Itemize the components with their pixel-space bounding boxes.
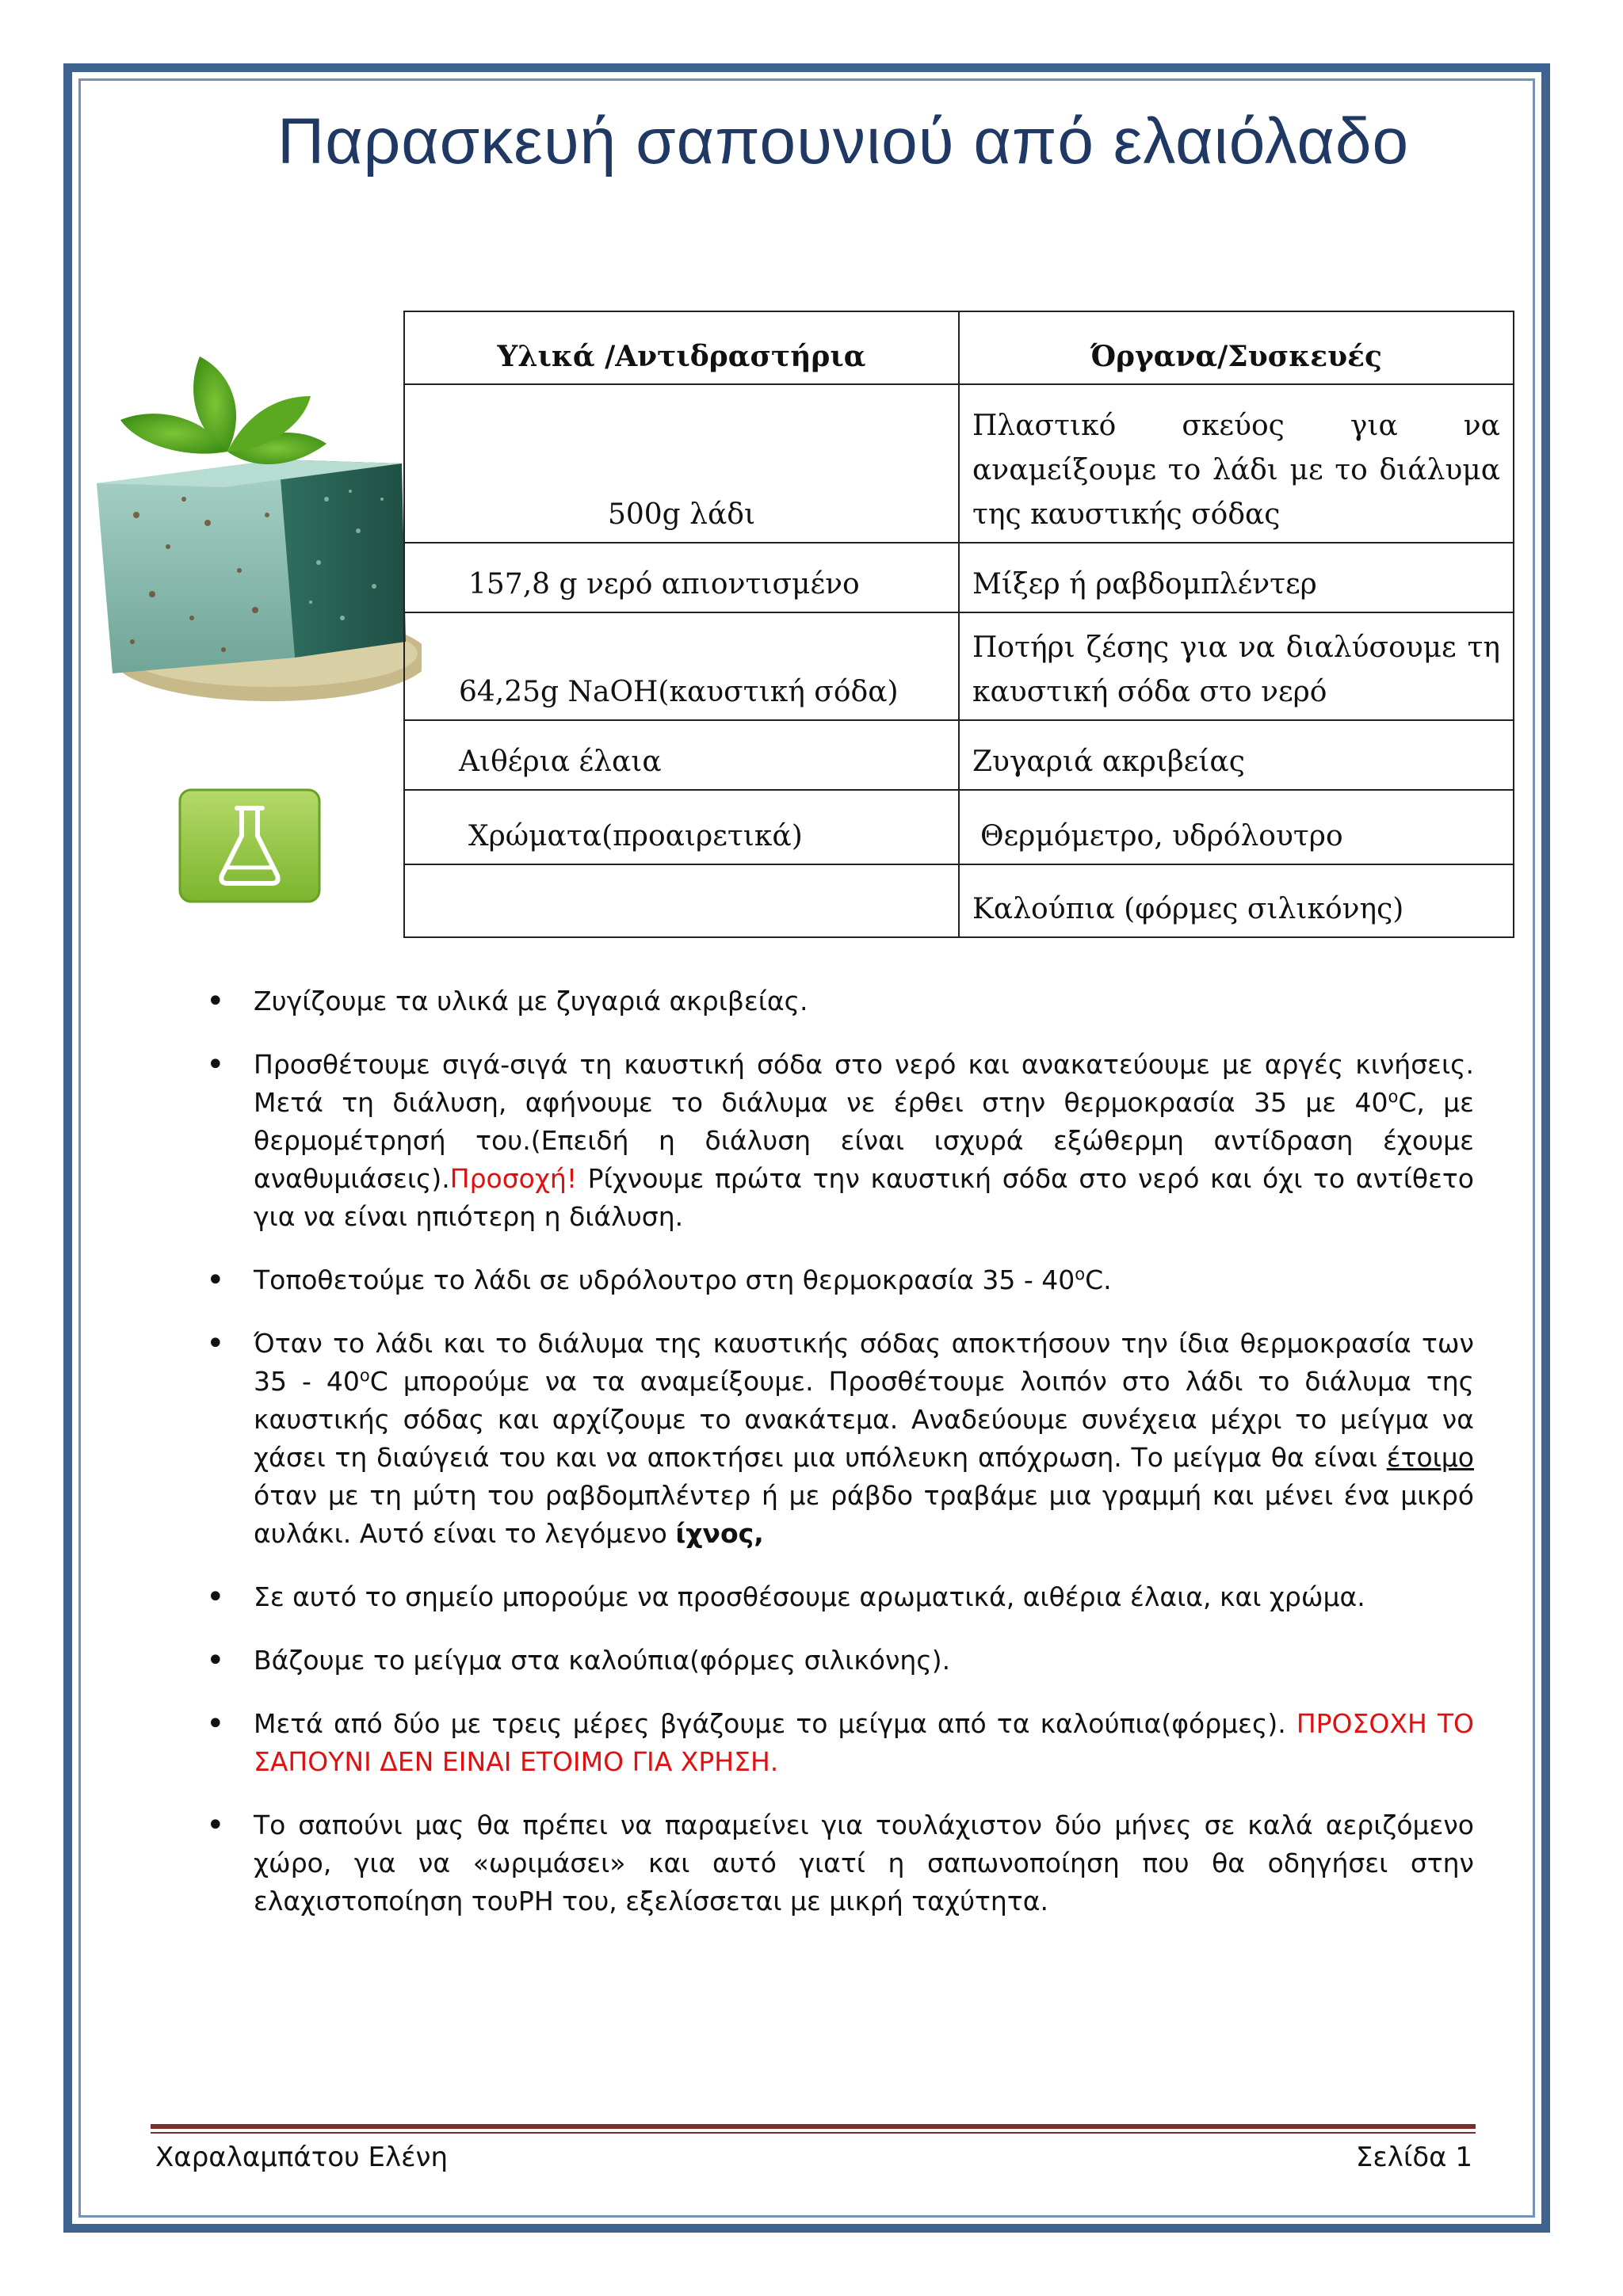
list-item: [214, 1705, 1474, 1781]
equipment-cell: Θερμόμετρο, υδρόλουτρο: [959, 790, 1514, 864]
table-row: [404, 384, 1514, 543]
equipment-cell: Ποτήρι ζέσης για να διαλύσουμε τη καυστική σόδα στο νερό: [959, 612, 1514, 720]
table-header-equipment: Όργανα/Συσκευές: [959, 311, 1514, 384]
table-row: [404, 720, 1514, 790]
underlined-word: έτοιμο: [1386, 1442, 1474, 1473]
footer-author: Χαραλαμπάτου Ελένη: [155, 2142, 449, 2173]
soap-image: [89, 341, 422, 713]
step-text: Όταν το λάδι και το διάλυμα της καυστικής σόδας αποκτήσουν την ίδια θερμοκρασία των 35 - 40: [254, 1328, 1474, 1397]
procedure-steps: [214, 982, 1474, 1946]
materials-cell: 64,25g NaOH(καυστική σόδα): [404, 612, 959, 720]
step-text: Τοποθετούμε το λάδι σε υδρόλουτρο στη θερμοκρασία 35 - 40: [254, 1264, 1075, 1295]
step-text: Βάζουμε το μείγμα στα καλούπια(φόρμες σιλικόνης).: [254, 1645, 951, 1676]
table-row: [404, 612, 1514, 720]
table-row: [404, 790, 1514, 864]
step-text: Μετά από δύο με τρεις μέρες βγάζουμε το μείγμα από τα καλούπια(φόρμες).: [254, 1708, 1296, 1739]
list-item: [214, 1325, 1474, 1553]
step-text: Προσθέτουμε σιγά-σιγά τη καυστική σόδα στο νερό και ανακατεύουμε με αργές κινήσεις. Μετά τη διάλυση, αφήνουμε το διάλυμα νε έρθει στην θερμοκρασία 35 με 40: [254, 1049, 1474, 1118]
step-text: Ρίχνουμε πρώτα την καυστική σόδα στο νερό και όχι το αντίθετο για να είναι ηπιότερη η διάλυση.: [254, 1163, 1474, 1232]
step-text: Το σαπούνι μας θα πρέπει να παραμείνει για τουλάχιστον δύο μήνες σε καλά αεριζόμενο χώρο, για να «ωριμάσει» και αυτό γιατί η σαπωνοποίηση που θα οδηγήσει στην ελαχιστοποίηση τουPH του, εξελίσσεται με μικρή ταχύτητα.: [254, 1810, 1474, 1917]
table-row: [404, 543, 1514, 612]
materials-cell: 500g λάδι: [404, 384, 959, 543]
table-row: [404, 864, 1514, 937]
materials-table: [403, 311, 1514, 938]
step-text: C, με θερμομέτρησή του.(Επειδή η διάλυση είναι ισχυρά εξώθερμη αντίδραση έχουμε αναθυμιάσεις).: [254, 1087, 1474, 1194]
warning-text: Προσοχή!: [449, 1163, 578, 1194]
equipment-cell: Μίξερ ή ραβδομπλέντερ: [959, 543, 1514, 612]
footer-page-number: Σελίδα 1: [1355, 2142, 1472, 2173]
list-item: [214, 1806, 1474, 1920]
equipment-cell: Πλαστικό σκεύος για να αναμείξουμε το λάδι με το διάλυμα της καυστικής σόδας: [959, 384, 1514, 543]
degree-superscript: ο: [1388, 1087, 1399, 1106]
footer-rule: [151, 2124, 1476, 2129]
materials-cell: [404, 864, 959, 937]
materials-cell: 157,8 g νερό απιοντισμένο: [404, 543, 959, 612]
footer-rule-thin: [151, 2132, 1476, 2134]
flask-icon: [178, 788, 321, 903]
list-item: [214, 982, 1474, 1020]
list-item: [214, 1261, 1474, 1299]
step-text: C.: [1085, 1264, 1112, 1295]
list-item: [214, 1642, 1474, 1680]
degree-superscript: ο: [1075, 1264, 1086, 1283]
step-text: όταν με τη μύτη του ραβδομπλέντερ ή με ράβδο τραβάμε μια γραμμή και μένει ένα μικρό αυλάκι. Αυτό είναι το λεγόμενο: [254, 1480, 1474, 1549]
step-text: C μπορούμε να τα αναμείξουμε. Προσθέτουμε λοιπόν στο λάδι το διάλυμα της καυστικής σόδας και αρχίζουμε το ανακάτεμα. Αναδεύουμε συνέχεια μέχρι το μείγμα να χάσει τη διαύγειά του και να αποκτήσει μια υπόλευκη απόχρωση. Το μείγμα θα είναι: [254, 1366, 1474, 1473]
warning-text: ΠΡΟΣΟΧΗ ΤΟ ΣΑΠΟΥΝΙ ΔΕΝ ΕΙΝΑΙ ΕΤΟΙΜΟ ΓΙΑ ΧΡΗΣΗ.: [254, 1708, 1475, 1777]
degree-superscript: ο: [359, 1366, 370, 1385]
bold-term: ίχνος,: [675, 1518, 764, 1549]
materials-cell: Χρώματα(προαιρετικά): [404, 790, 959, 864]
page-title: Παρασκευή σαπουνιού από ελαιόλαδο: [277, 105, 1410, 177]
step-text: Σε αυτό το σημείο μπορούμε να προσθέσουμε αρωματικά, αιθέρια έλαια, και χρώμα.: [254, 1581, 1365, 1612]
step-text: Ζυγίζουμε τα υλικά με ζυγαριά ακριβείας.: [254, 986, 808, 1016]
materials-cell: Αιθέρια έλαια: [404, 720, 959, 790]
list-item: [214, 1046, 1474, 1236]
equipment-cell: Καλούπια (φόρμες σιλικόνης): [959, 864, 1514, 937]
equipment-cell: Ζυγαριά ακριβείας: [959, 720, 1514, 790]
table-header-materials: Υλικά /Αντιδραστήρια: [404, 311, 959, 384]
list-item: [214, 1578, 1474, 1616]
